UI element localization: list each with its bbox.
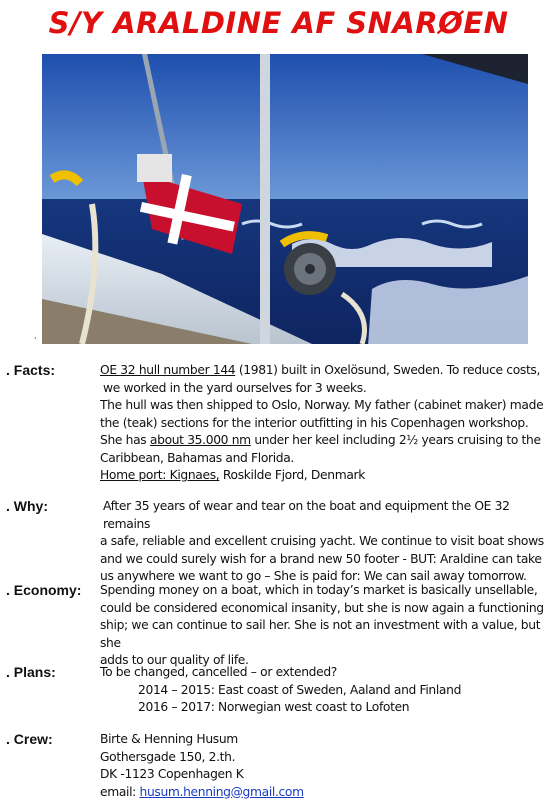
facts-body	[100, 362, 552, 485]
email-label: email:	[100, 784, 140, 799]
why-line: and we could surely wish for a brand new 50 footer - BUT: Araldine can take	[100, 551, 542, 566]
page-title: S/Y ARALDINE AF SNARØEN	[48, 6, 509, 40]
email-link[interactable]: husum.henning@gmail.com	[139, 784, 304, 799]
crew-body	[100, 731, 552, 801]
crew-line: DK -1123 Copenhagen K	[100, 767, 244, 781]
distance: about 35.000 nm	[149, 433, 251, 447]
facts-line: Caribbean, Bahamas and Florida.	[100, 450, 294, 465]
crew-label: . Crew:	[6, 731, 53, 747]
economy-line: Spending money on a boat, which in today’s market is basically unsellable,	[100, 583, 538, 597]
facts-text: under her keel including 2½ years cruising to the	[250, 433, 541, 447]
facts-line	[100, 432, 552, 450]
facts-line: the (teak) sections for the interior outfitting in his Copenhagen workshop.	[100, 415, 529, 430]
facts-line	[100, 467, 552, 485]
economy-line: ship; we can continue to sail her. She is not an investment with a value, but she	[100, 618, 541, 650]
why-label: . Why:	[6, 498, 48, 514]
plan-item: 2014 – 2015: East coast of Sweden, Aaland and Finland	[138, 682, 462, 697]
crew-line	[100, 784, 552, 802]
economy-line: could be considered economical insanity, but she is now again a functioning	[100, 600, 544, 615]
why-line: After 35 years of wear and tear on the boat and equipment the OE 32 remains	[103, 499, 510, 531]
plans-line: To be changed, cancelled – or extended?	[100, 665, 337, 679]
facts-label: . Facts:	[6, 362, 56, 378]
crew-line: Gothersgade 150, 2.th.	[100, 749, 236, 764]
facts-text: She has	[100, 433, 150, 447]
home-port: Home port: Kignaes,	[100, 468, 220, 482]
facts-text: (1981) built in Oxelösund, Sweden. To reduce costs,	[235, 363, 541, 377]
facts-text: Roskilde Fjord, Denmark	[219, 468, 365, 482]
why-line: a safe, reliable and excellent cruising yacht. We continue to visit boat shows	[100, 534, 544, 548]
facts-line	[100, 362, 552, 380]
economy-line: adds to our quality of life.	[100, 653, 249, 667]
photo-caption-dot: ,	[34, 330, 37, 340]
plans-label: . Plans:	[6, 664, 56, 680]
crew-line: Birte & Henning Husum	[100, 732, 238, 746]
why-line: us anywhere we want to go – She is paid for: We can sail away tomorrow.	[100, 569, 527, 583]
why-body	[100, 498, 552, 586]
plans-body	[100, 664, 552, 717]
facts-line: The hull was then shipped to Oslo, Norway. My father (cabinet maker) made	[100, 398, 544, 412]
plan-item: 2016 – 2017: Norwegian west coast to Lofoten	[138, 700, 410, 714]
economy-body	[100, 582, 552, 670]
hull-number: OE 32 hull number 144	[100, 363, 236, 377]
economy-label: . Economy:	[6, 582, 82, 598]
sailboat-photo	[42, 54, 528, 344]
facts-line: we worked in the yard ourselves for 3 weeks.	[103, 380, 367, 395]
